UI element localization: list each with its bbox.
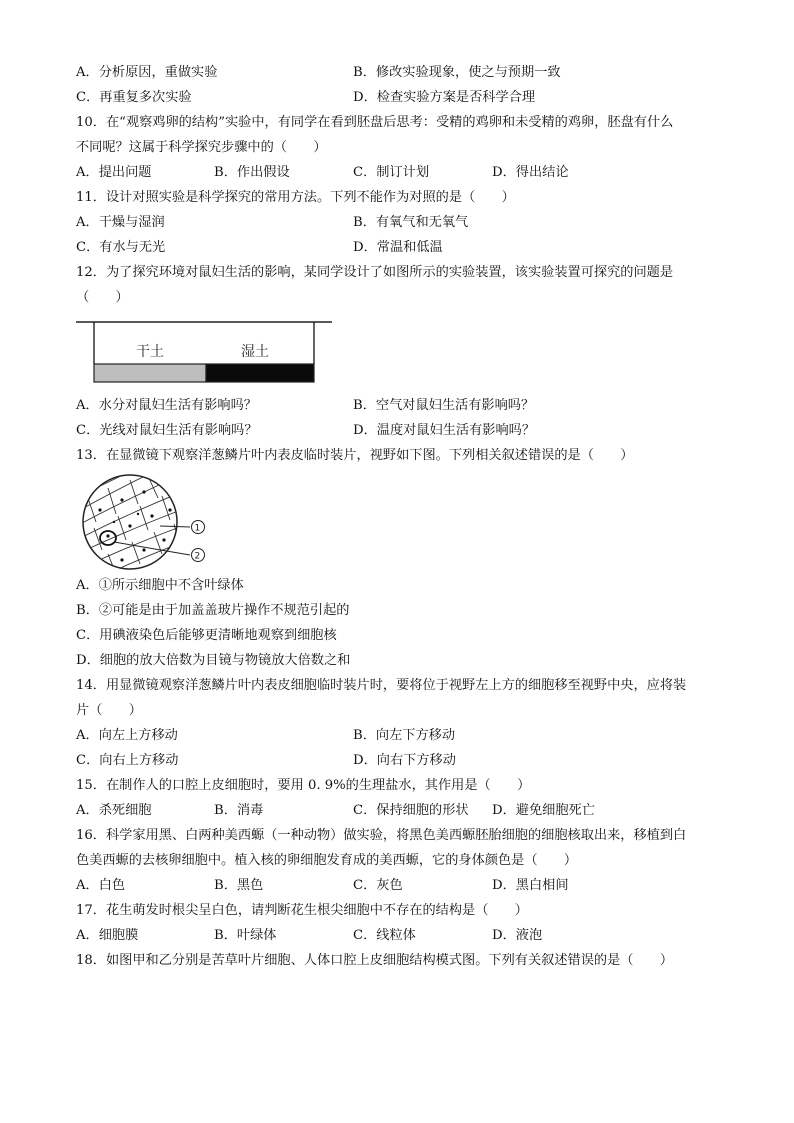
q15-option-a: A．杀死细胞	[76, 803, 152, 818]
q14-option-b: B．向左下方移动	[353, 728, 456, 743]
q12-stem-line1: 12．为了探究环境对鼠妇生活的影响，某同学设计了如图所示的实验装置，该实验装置可探究的问题是	[76, 265, 674, 280]
q16-stem-line1: 16．科学家用黑、白两种美西螈（一种动物）做实验，将黑色美西螈胚胎细胞的细胞核取出来，移植到白	[76, 828, 687, 843]
q14-option-d: D．向右下方移动	[353, 753, 456, 768]
q12-option-d: D．温度对鼠妇生活有影响吗？	[353, 423, 536, 438]
q12-fig-dry-soil-label: 干土	[136, 344, 164, 360]
q9-option-b: B．修改实验现象，使之与预期一致	[353, 65, 561, 80]
q10-option-a: A．提出问题	[76, 165, 152, 180]
q10-stem-line1: 10．在“观察鸡卵的结构”实验中，有同学在看到胚盘后思考：受精的鸡卵和未受精的鸡卵，胚盘有什么	[76, 115, 674, 130]
q15-option-d: D．避免细胞死亡	[492, 803, 595, 818]
q18-stem: 18．如图甲和乙分别是苦草叶片细胞、人体口腔上皮细胞结构模式图。下列有关叙述错误的是（ ）	[76, 953, 674, 968]
q13-option-b: B．②可能是由于加盖盖玻片操作不规范引起的	[76, 603, 350, 618]
q10-stem-line2: 不同呢？这属于科学探究步骤中的（ ）	[76, 140, 327, 155]
q16-option-a: A．白色	[76, 878, 126, 893]
q10-option-d: D．得出结论	[492, 165, 569, 180]
q12-option-b: B．空气对鼠妇生活有影响吗？	[353, 398, 535, 413]
q17-option-c: C．线粒体	[353, 928, 416, 943]
q9-option-d: D．检查实验方案是否科学合理	[353, 90, 536, 105]
q17-option-b: B．叶绿体	[214, 928, 277, 943]
q16-stem-line2: 色美西螈的去核卵细胞中。植入核的卵细胞发育成的美西螈，它的身体颜色是（ ）	[76, 853, 578, 868]
q12-fig-wet-soil-label: 湿土	[241, 344, 269, 360]
q12-stem-line2: （ ）	[76, 290, 129, 305]
q12-option-a: A．水分对鼠妇生活有影响吗？	[76, 398, 257, 413]
q9-option-c: C．再重复多次实验	[76, 90, 192, 105]
q13-stem: 13．在显微镜下观察洋葱鳞片叶内表皮临时装片，视野如下图。下列相关叙述错误的是（ ）	[76, 448, 634, 463]
q13-option-d: D．细胞的放大倍数为目镜与物镜放大倍数之和	[76, 653, 351, 668]
svg-text:1: 1	[194, 523, 201, 534]
q10-option-c: C．制订计划	[353, 165, 430, 180]
q11-option-c: C．有水与无光	[76, 240, 166, 255]
q17-option-a: A．细胞膜	[76, 928, 139, 943]
q16-option-d: D．黑白相间	[492, 878, 569, 893]
q9-option-a: A．分析原因，重做实验	[76, 65, 218, 80]
q17-stem: 17．花生萌发时根尖呈白色，请判断花生根尖细胞中不存在的结构是（ ）	[76, 903, 528, 918]
q17-option-d: D．液泡	[492, 928, 543, 943]
q13-option-c: C．用碘液染色后能够更清晰地观察到细胞核	[76, 628, 337, 643]
q15-stem: 15．在制作人的口腔上皮细胞时，要用 0. 9%的生理盐水，其作用是（ ）	[76, 778, 531, 793]
q15-option-b: B．消毒	[214, 803, 264, 818]
q14-stem-line1: 14．用显微镜观察洋葱鳞片叶内表皮细胞临时装片时，要将位于视野左上方的细胞移至视野中央，应将装	[76, 678, 687, 693]
q13-option-a: A．①所示细胞中不含叶绿体	[76, 578, 244, 593]
q13-microscope-view-figure	[78, 470, 218, 574]
q16-option-b: B．黑色	[214, 878, 264, 893]
q10-option-b: B．作出假设	[214, 165, 290, 180]
q15-option-c: C．保持细胞的形状	[353, 803, 469, 818]
q11-stem: 11．设计对照实验是科学探究的常用方法。下列不能作为对照的是（ ）	[76, 190, 515, 205]
q14-stem-line2: 片（ ）	[76, 703, 142, 718]
q12-experiment-box-figure	[76, 316, 336, 388]
q11-option-a: A．干燥与湿润	[76, 215, 165, 230]
q12-option-c: C．光线对鼠妇生活有影响吗？	[76, 423, 258, 438]
q11-option-b: B．有氧气和无氧气	[353, 215, 469, 230]
q11-option-d: D．常温和低温	[353, 240, 443, 255]
svg-text:2: 2	[194, 551, 201, 562]
q14-option-a: A．向左上方移动	[76, 728, 178, 743]
q16-option-c: C．灰色	[353, 878, 403, 893]
q14-option-c: C．向右上方移动	[76, 753, 179, 768]
